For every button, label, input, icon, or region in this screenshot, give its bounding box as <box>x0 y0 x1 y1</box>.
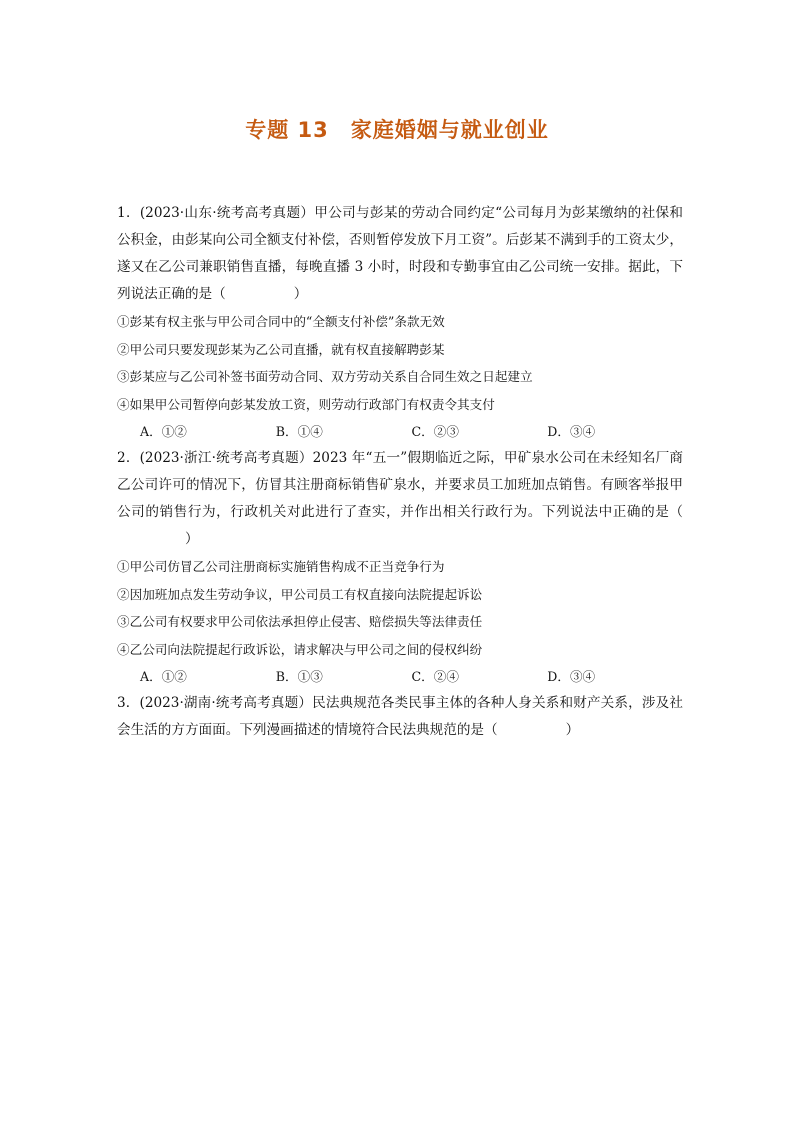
statement-option: ③乙公司有权要求甲公司依法承担停止侵害、赔偿损失等法律责任 <box>117 614 483 629</box>
choice-b: B．①④ <box>275 424 323 439</box>
question-stem-text: 3．(2023·湖南·统考高考真题）民法典规范各类民事主体的各种人身关系和财产关系，涉及社会生活的方方面面。下列漫画描述的情境符合民法典规范的是（ <box>117 695 683 738</box>
question-stem <box>117 200 683 308</box>
statement-option: ③彭某应与乙公司补签书面劳动合同、双方劳动关系自合同生效之日起建立 <box>117 369 533 384</box>
question-stem-end: ） <box>185 531 199 547</box>
question-list <box>117 200 683 744</box>
statement-option: ②因加班加点发生劳动争议，甲公司员工有权直接向法院提起诉讼 <box>117 586 483 602</box>
choice-b: B．①③ <box>275 669 323 684</box>
question-stem <box>117 690 683 744</box>
question-1 <box>117 200 683 445</box>
page-title: 专题 13 家庭婚姻与就业创业 <box>245 118 549 142</box>
choice-c: C．②④ <box>411 669 459 684</box>
answer-choices <box>117 663 683 690</box>
choice-a: A．①② <box>140 424 187 439</box>
statement-option: ④乙公司向法院提起行政诉讼，请求解决与甲公司之间的侵权纠纷 <box>117 641 483 657</box>
question-stem <box>117 445 683 553</box>
choice-a: A．①② <box>140 669 187 684</box>
choice-c: C．②③ <box>411 424 459 439</box>
choice-d: D．③④ <box>547 424 596 439</box>
statement-option: ④如果甲公司暂停向彭某发放工资，则劳动行政部门有权责令其支付 <box>117 396 495 412</box>
question-stem-end: ） <box>293 286 308 302</box>
question-2 <box>117 445 683 690</box>
statement-option: ①甲公司仿冒乙公司注册商标实施销售构成不正当竞争行为 <box>117 559 445 574</box>
statement-option: ①彭某有权主张与甲公司合同中的“全额支付补偿”条款无效 <box>117 314 445 329</box>
choice-d: D．③④ <box>547 669 596 684</box>
answer-choices <box>117 418 683 445</box>
question-stem-text: 2．(2023·浙江·统考高考真题）2023 年“五一”假期临近之际，甲矿泉水公司在未经知名厂商乙公司许可的情况下，仿冒其注册商标销售矿泉水，并要求员工加班加点销售。有顾客举报甲公司的销售行为，行政机关对此进行了查实，并作出相关行政行为。下列说法中正确的是（ <box>117 450 683 520</box>
statement-option: ②甲公司只要发现彭某为乙公司直播，就有权直接解聘彭某 <box>117 341 445 357</box>
question-stem-end: ） <box>565 722 580 738</box>
question-stem-text: 1．(2023·山东·统考高考真题）甲公司与彭某的劳动合同约定“公司每月为彭某缴纳的社保和公积金，由彭某向公司全额支付补偿，否则暂停发放下月工资”。后彭某不满到手的工资太少，遂又在乙公司兼职销售直播，每晚直播 3 小时，时段和专勤事宜由乙公司统一安排。据此，下列说法正确的是（ <box>117 205 683 302</box>
question-3 <box>117 690 683 744</box>
